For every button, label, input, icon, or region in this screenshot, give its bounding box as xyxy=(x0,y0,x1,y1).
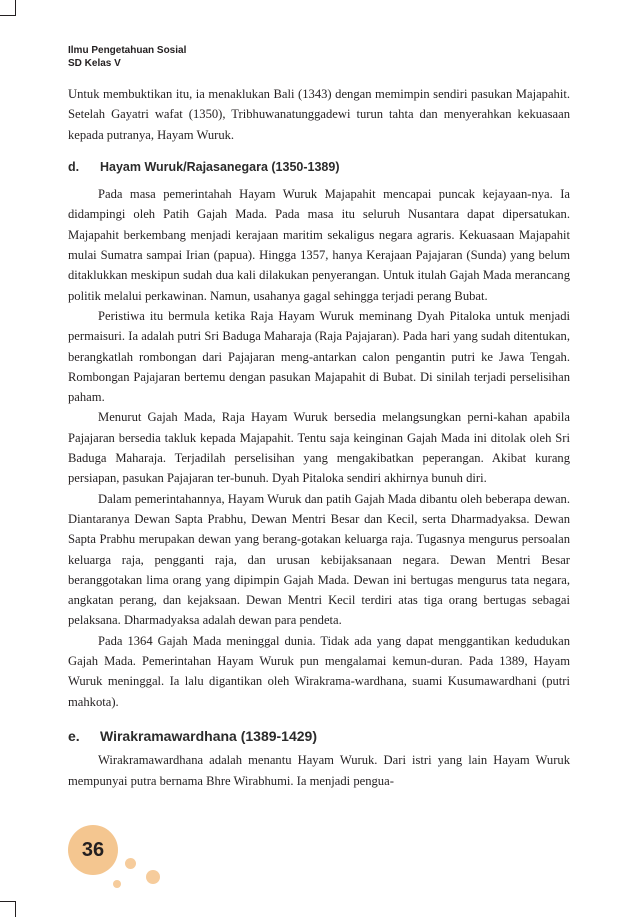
section-d-title: Hayam Wuruk/Rajasanegara (1350-1389) xyxy=(100,159,340,174)
section-e-title: Wirakramawardhana (1389-1429) xyxy=(100,727,317,744)
crop-mark-top-left-v xyxy=(15,0,16,16)
section-e-letter: e. xyxy=(68,727,80,744)
decorative-dot xyxy=(125,858,136,869)
grade-label: SD Kelas V xyxy=(68,58,121,69)
paragraph: Pada 1364 Gajah Mada meninggal dunia. Tidak ada yang dapat menggantikan kedudukan Gajah Mada. Pemerintahan Hayam Wuruk pun mengalamai kemun-duran. Pada 1389, Hayam Wuruk meninggal. Ia lalu digantikan oleh Wirakrama-wardhana, suami Kusumawardhani (putri mahkota). xyxy=(68,633,570,709)
crop-mark-top-left-h xyxy=(0,15,16,16)
section-e-heading xyxy=(68,726,570,746)
crop-mark-bottom-left-h xyxy=(0,901,16,902)
intro-paragraph: Untuk membuktikan itu, ia menaklukan Bali (1343) dengan memimpin sendiri pasukan Majapahit. Setelah Gayatri wafat (1350), Tribhuwanatunggadewi turun tahta dan menyerahkan kekuasaan kepada putranya, Hayam Wuruk. xyxy=(68,87,570,142)
paragraph: Peristiwa itu bermula ketika Raja Hayam Wuruk meminang Dyah Pitaloka untuk menjadi permaisuri. Ia adalah putri Sri Baduga Maharaja (Raja Pajajaran). Pada hari yang sudah ditentukan, berangkatlah rombongan dari Pajajaran meng-antarkan calon pengantin putri ke Jawa Tengah. Rombongan Pajajaran bertemu dengan pasukan Majapahit di Bubat. Di sinilah terjadi perselisihan paham. xyxy=(68,308,570,405)
decorative-dot xyxy=(146,870,160,884)
section-d-heading xyxy=(68,157,570,177)
page-content xyxy=(68,84,570,791)
paragraph: Pada masa pemerintahah Hayam Wuruk Majapahit mencapai puncak kejayaan-nya. Ia didampingi oleh Patih Gajah Mada. Pada masa itu seluruh Nusantara dapat dipersatukan. Majapahit berkembang menjadi kerajaan maritim sekaligus negara agraris. Kekuasaan Majapahit mulai Sumatra sampai Irian (papua). Hingga 1357, hanya Kerajaan Pajajaran (Sunda) yang belum ditaklukkan meskipun sudah dua kali dilakukan penyerangan. Untuk itulah Gajah Mada merancang politik melalui perkawinan. Namun, usahanya gagal sehingga terjadi perang Bubat. xyxy=(68,187,570,303)
paragraph: Menurut Gajah Mada, Raja Hayam Wuruk bersedia melangsungkan perni-kahan apabila Pajajaran bersedia takluk kepada Majapahit. Tentu saja keinginan Gajah Mada ini ditolak oleh Sri Baduga Maharaja. Terjadilah perselisihan yang mengakibatkan peperangan. Akibat kurang persiapan, pasukan Pajajaran ter-bunuh. Dyah Pitaloka sendiri akhirnya bunuh diri. xyxy=(68,410,570,486)
paragraph: Dalam pemerintahannya, Hayam Wuruk dan patih Gajah Mada dibantu oleh beberapa dewan. Diantaranya Dewan Sapta Prabhu, Dewan Mentri Besar dan Kecil, serta Dharmadyaksa. Dewan Sapta Prabhu merupakan dewan yang berang-gotakan keluarga raja. Tugasnya mengurus persoalan keluarga raja, pengganti raja, dan urusan kebijaksanaan negara. Dewan Mentri Besar beranggotakan lima orang yang dipimpin Gajah Mada. Dewan ini bertugas mengurus tata negara, angkatan perang, dan kejaksaan. Dewan Mentri Kecil terdiri atas tiga orang bertugas sebagai pelaksana. Dharmadyaksa adalah dewan para pendeta. xyxy=(68,491,570,628)
decorative-dot xyxy=(113,880,121,888)
crop-mark-bottom-left-v xyxy=(15,901,16,917)
page-number: 36 xyxy=(81,838,105,861)
paragraph: Wirakramawardhana adalah menantu Hayam Wuruk. Dari istri yang lain Hayam Wuruk mempunyai putra bernama Bhre Wirabhumi. Ia menjadi pengua- xyxy=(68,753,570,788)
page-number-badge xyxy=(68,825,118,875)
section-d-letter: d. xyxy=(68,159,80,174)
book-title: Ilmu Pengetahuan Sosial xyxy=(68,45,187,56)
running-header xyxy=(68,44,186,70)
